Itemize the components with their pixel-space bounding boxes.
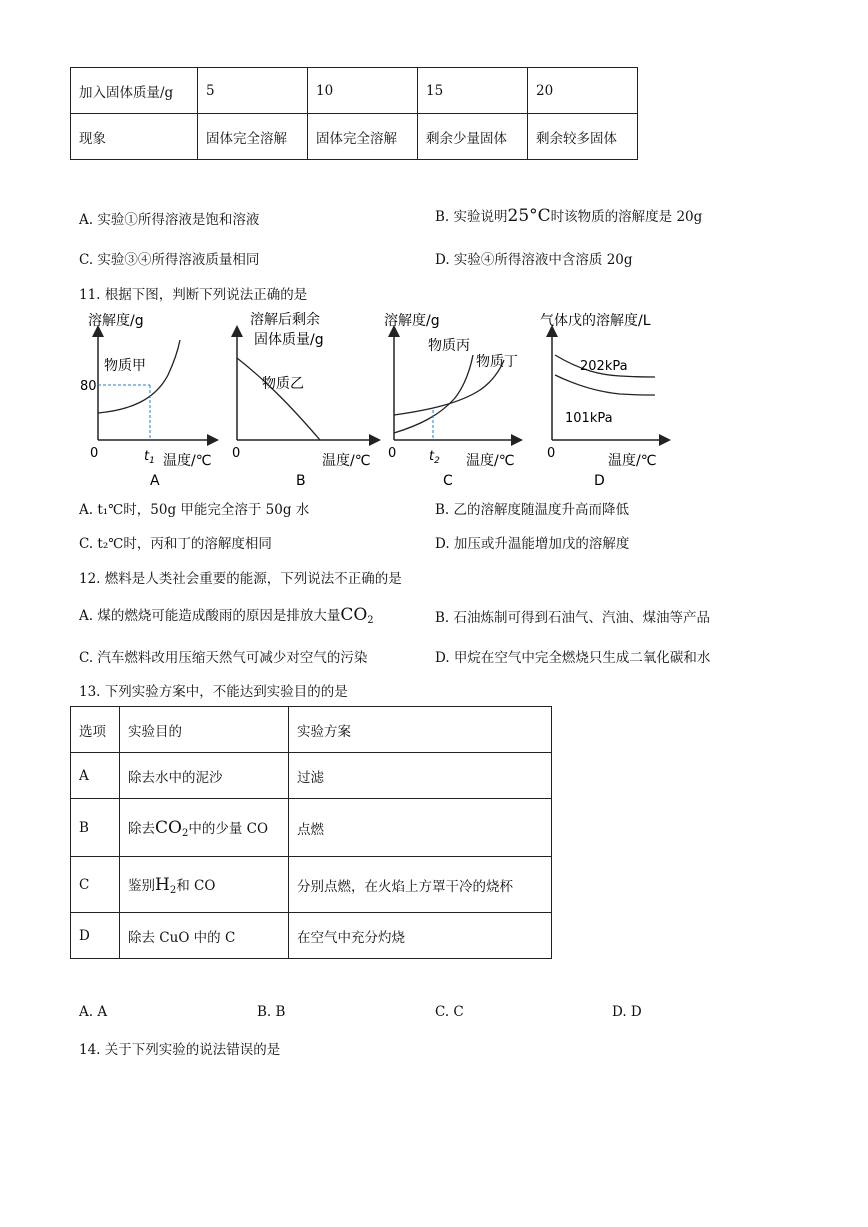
dissolution-table [70,67,638,160]
graph-b-letter: B [296,473,306,489]
q10-option-a: A. 实验①所得溶液是饱和溶液 [79,212,260,228]
graph-a-origin: 0 [90,446,99,461]
graph-c-t2: $t_2$ [429,449,440,466]
q10-option-c: C. 实验③④所得溶液质量相同 [79,252,260,268]
q11-option-c: C. t₂℃时，丙和丁的溶解度相同 [79,536,272,552]
curve-yi [237,358,320,440]
graph-d-curve2-label: 101kPa [565,411,613,426]
graph-d-letter: D [594,473,605,489]
graph-a-y80: 80 [80,379,97,394]
q13-stem: 13. 下列实验方案中，不能达到实验目的的是 [79,684,348,700]
q13-table [70,706,552,959]
q12-stem: 12. 燃料是人类社会重要的能源，下列说法不正确的是 [79,571,402,587]
q12-option-a: A. 煤的燃烧可能造成酸雨的原因是排放大量$CO_2$ [79,605,374,626]
table-cell: 5 [198,68,308,114]
graph-d-curve1-label: 202kPa [580,359,628,374]
graph-d-origin: 0 [547,446,556,461]
table-cell: 固体完全溶解 [308,114,418,160]
q13-option-b: B. B [257,1004,286,1020]
q13-option-d: D. D [612,1004,642,1020]
table-cell: 现象 [71,114,198,160]
graph-a-curve-label: 物质甲 [104,358,146,374]
q12-option-d: D. 甲烷在空气中完全燃烧只生成二氧化碳和水 [435,650,711,666]
graph-a-t1: $t_1$ [144,449,155,466]
table-cell: 10 [308,68,418,114]
graph-c-letter: C [443,473,453,489]
table-cell: 20 [528,68,638,114]
q12-option-c: C. 汽车燃料改用压缩天然气可减少对空气的污染 [79,650,368,666]
table-header: 实验方案 [289,707,552,753]
curve-101kpa [555,375,655,395]
table-cell: 剩余较多固体 [528,114,638,160]
graph-b-origin: 0 [232,446,241,461]
table-row: A 除去水中的泥沙 过滤 [71,753,552,799]
graph-c [384,312,520,489]
q13-option-c: C. C [435,1004,464,1020]
graph-d [540,312,668,489]
q10-option-b-post: 时该物质的溶解度是 20g [550,209,703,225]
graph-c-curve1-label: 物质丙 [428,338,470,354]
graph-d-ylabel: 气体戊的溶解度/L [540,313,651,329]
graph-a [80,312,216,489]
graph-c-curve2-label: 物质丁 [476,354,518,370]
graph-b-ylabel2: 固体质量/g [254,332,324,348]
graph-d-xlabel: 温度/℃ [608,453,657,469]
graph-c-origin: 0 [388,446,397,461]
graph-c-ylabel: 溶解度/g [384,313,440,329]
graph-a-letter: A [150,473,160,489]
graph-b-xlabel: 温度/℃ [322,453,371,469]
q10-option-d: D. 实验④所得溶液中含溶质 20g [435,252,633,268]
table-header: 实验目的 [120,707,289,753]
table-cell: 15 [418,68,528,114]
q10-option-b-pre: B. 实验说明 [435,209,508,225]
graph-b [232,311,378,489]
q12-option-b: B. 石油炼制可得到石油气、汽油、煤油等产品 [435,610,711,626]
q11-stem: 11. 根据下图，判断下列说法正确的是 [79,287,308,303]
table-header: 选项 [71,707,120,753]
q11-option-d: D. 加压或升温能增加戊的溶解度 [435,536,630,552]
q13-option-a: A. A [79,1004,108,1020]
graph-b-ylabel1: 溶解后剩余 [250,312,320,328]
graph-a-xlabel: 温度/℃ [163,453,212,469]
q11-option-b: B. 乙的溶解度随温度升高而降低 [435,502,630,518]
graph-a-ylabel: 溶解度/g [88,313,144,329]
q14-stem: 14. 关于下列实验的说法错误的是 [79,1042,281,1058]
graph-c-xlabel: 温度/℃ [466,453,515,469]
q10-option-b-temp: 25°C [507,206,551,226]
table-cell: 剩余少量固体 [418,114,528,160]
table-cell: 加入固体质量/g [71,68,198,114]
q11-graphs [60,300,700,500]
q10-option-b [435,205,702,226]
table-row: D 除去 CuO 中的 C 在空气中充分灼烧 [71,913,552,959]
graph-b-curve-label: 物质乙 [262,376,304,392]
table-row: C 鉴别$H_2$和 CO 分别点燃，在火焰上方罩干冷的烧杯 [71,857,552,913]
curve-jia [98,340,180,413]
table-row: B 除去$CO_2$中的少量 CO 点燃 [71,799,552,857]
q11-option-a: A. t₁℃时，50g 甲能完全溶于 50g 水 [79,502,310,518]
table-cell: 固体完全溶解 [198,114,308,160]
